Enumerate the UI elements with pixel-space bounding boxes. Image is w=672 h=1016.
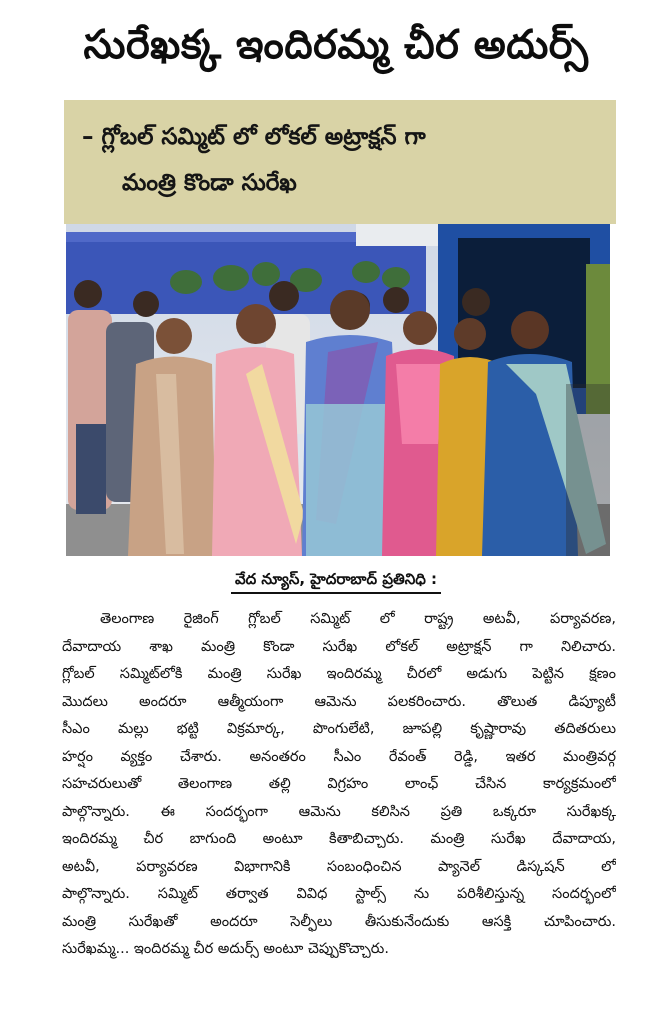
article-line: తెలంగాణ రైజింగ్ గ్లోబల్ సమ్మిట్ లో రాష్ట్ర అటవీ, పర్యావరణ,	[100, 611, 616, 627]
subheadline-line-2: మంత్రి కొండా సురేఖ	[122, 170, 297, 196]
article-line: మొదలు అందరూ ఆత్మీయంగా ఆమెను పలకరించారు. తొలుత డిప్యూటీ	[62, 693, 616, 710]
article-line: గ్లోబల్ సమ్మిట్‌లోకి మంత్రి సురేఖ ఇందిరమ్మ చీరలో అడుగు పెట్టిన క్షణం	[62, 666, 616, 682]
article-body	[62, 606, 616, 964]
article-line: అటవీ, పర్యావరణ విభాగానికి సంబంధించిన ప్యానెల్ డిస్కషన్ లో	[62, 858, 616, 875]
article-line: సీఎం మల్లు భట్టి విక్రమార్క, పొంగులేటి, జూపల్లి కృష్ణారావు తదితరులు	[62, 721, 616, 737]
article-line: పాల్గొన్నారు. సమ్మిట్ తర్వాత వివిధ స్టాల్స్ ను పరిశీలిస్తున్న సందర్భంలో	[62, 886, 616, 902]
article-line: సహచరులుతో తెలంగాణ తల్లి విగ్రహం లాంఛ్ చేసిన కార్యక్రమంలో	[62, 776, 616, 792]
article-line: దేవాదాయ శాఖ మంత్రి కొండా సురేఖ లోకల్ అట్రాక్షన్ గా నిలిచారు.	[62, 638, 616, 655]
article-line: హర్షం వ్యక్తం చేశారు. అనంతరం సీఎం రేవంత్ రెడ్డి, ఇతర మంత్రివర్గ	[62, 748, 616, 765]
subheadline-line-1: – గ్లోబల్ సమ్మిట్ లో లోకల్ అట్రాక్షన్ గా	[82, 124, 426, 150]
byline	[0, 566, 672, 594]
byline-text: వేద న్యూస్, హైదరాబాద్ ప్రతినిధి :	[231, 566, 441, 594]
headline: సురేఖక్క ఇందిరమ్మ చీర అదుర్స్	[83, 22, 589, 68]
news-photo	[66, 224, 610, 556]
group-photo-illustration	[66, 224, 610, 556]
subheadline-box	[64, 100, 616, 224]
article-line: మంత్రి సురేఖతో అందరూ సెల్ఫీలు తీసుకునేందుకు ఆసక్తి చూపించారు.	[62, 913, 616, 930]
article-line: పాల్గొన్నారు. ఈ సందర్భంగా ఆమెను కలిసిన ప్రతి ఒక్కరూ సురేఖక్క	[62, 803, 616, 820]
article-line: ఇందిరమ్మ చీర బాగుంది అంటూ కితాబిచ్చారు. మంత్రి సురేఖ దేవాదాయ,	[62, 831, 616, 847]
article-line: సురేఖమ్మ... ఇందిరమ్మ చీర అదుర్స్ అంటూ చెప్పుకొచ్చారు.	[62, 941, 389, 957]
